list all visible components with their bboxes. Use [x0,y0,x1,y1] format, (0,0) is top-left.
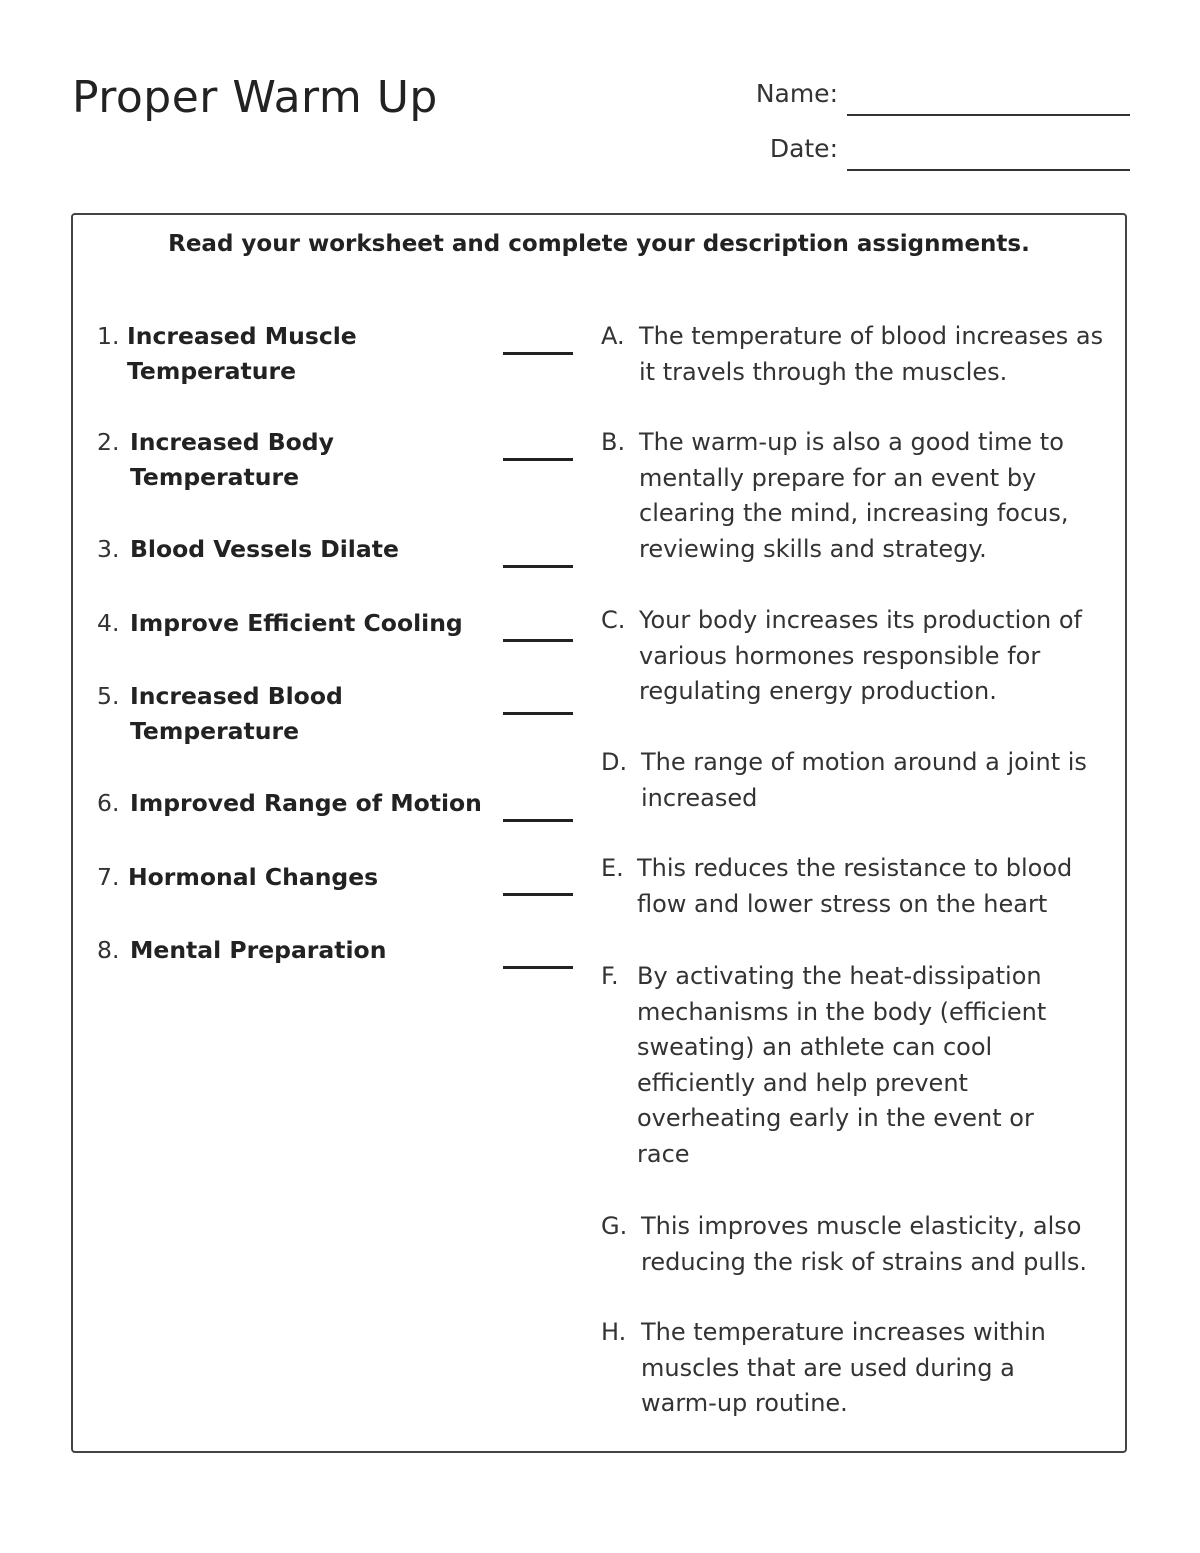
definition-letter: A. [601,322,625,350]
term-2 [97,425,567,495]
page-title: Proper Warm Up [72,72,438,123]
term-number: 1. [97,322,120,350]
definition-letter: G. [601,1212,628,1240]
answer-blank-7[interactable] [503,893,573,896]
term-text: Improved Range of Motion [130,789,482,817]
answer-blank-3[interactable] [503,565,573,568]
definition-text: This improves muscle elasticity, also reducing the risk of strains and pulls. [641,1212,1088,1276]
date-line[interactable] [847,169,1130,171]
definition-d [601,745,1116,816]
term-text: Increased Blood Temperature [130,682,343,745]
definition-b [601,425,1116,567]
definition-a [601,319,1116,390]
definition-g [601,1209,1116,1280]
term-text: Mental Preparation [130,936,387,964]
definition-text: By activating the heat-dissipation mechanisms in the body (efficient sweating) an athlete can cool efficiently and help prevent overheating early in the event or race [637,962,1047,1168]
term-number: 8. [97,936,120,964]
answer-blank-1[interactable] [503,352,573,355]
definition-text: This reduces the resistance to blood flow and lower stress on the heart [637,854,1073,918]
definition-letter: D. [601,748,628,776]
term-text: Increased Muscle Temperature [127,322,357,385]
definition-letter: B. [601,428,626,456]
term-number: 7. [97,863,120,891]
definition-letter: F. [601,962,619,990]
definition-text: Your body increases its production of various hormones responsible for regulating energy production. [639,606,1082,705]
answer-blank-2[interactable] [503,458,573,461]
term-text: Improve Efficient Cooling [130,609,463,637]
term-number: 2. [97,428,120,456]
answer-blank-4[interactable] [503,639,573,642]
date-label: Date: [769,134,838,163]
name-field[interactable] [700,76,1130,116]
term-number: 3. [97,535,120,563]
term-text: Increased Body Temperature [130,428,334,491]
term-number: 6. [97,789,120,817]
instructions: Read your worksheet and complete your description assignments. [168,231,1030,257]
term-3 [97,532,567,567]
term-text: Hormonal Changes [128,863,379,891]
definition-letter: E. [601,854,624,882]
term-text: Blood Vessels Dilate [130,535,399,563]
term-number: 4. [97,609,120,637]
worksheet-box [71,213,1127,1453]
term-6 [97,786,567,821]
term-1 [97,319,567,389]
definition-c [601,603,1116,710]
term-4 [97,606,567,641]
definition-text: The temperature increases within muscles that are used during a warm-up routine. [641,1318,1046,1417]
definition-letter: H. [601,1318,627,1346]
term-7 [97,860,567,895]
definition-letter: C. [601,606,626,634]
date-field[interactable] [700,131,1130,171]
term-number: 5. [97,682,120,710]
definition-f [601,959,1116,1172]
answer-blank-8[interactable] [503,966,573,969]
name-line[interactable] [847,114,1130,116]
answer-blank-6[interactable] [503,819,573,822]
definition-text: The range of motion around a joint is increased [641,748,1087,812]
definition-e [601,851,1116,922]
term-5 [97,679,567,749]
definition-text: The warm-up is also a good time to mentally prepare for an event by clearing the mind, increasing focus, reviewing skills and strategy. [639,428,1069,563]
term-8 [97,933,567,968]
definition-h [601,1315,1116,1422]
definition-text: The temperature of blood increases as it travels through the muscles. [639,322,1104,386]
answer-blank-5[interactable] [503,712,573,715]
name-label: Name: [755,79,838,108]
